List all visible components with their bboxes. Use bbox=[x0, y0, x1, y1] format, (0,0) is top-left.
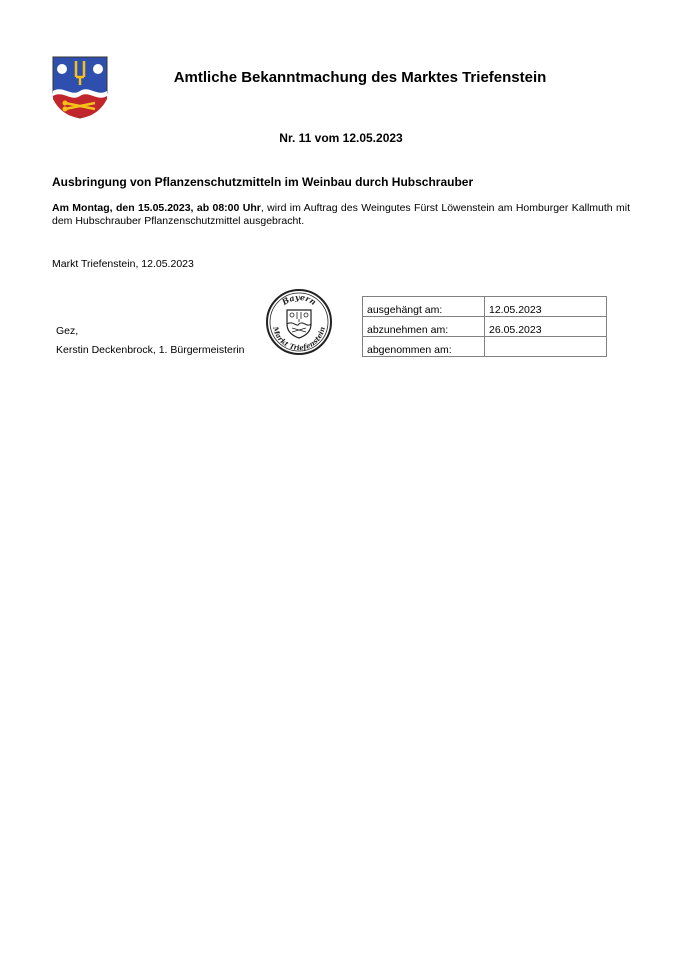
subject-heading: Ausbringung von Pflanzenschutzmitteln im Weinbau durch Hubschrauber bbox=[52, 175, 474, 189]
posting-label: ausgehängt am: bbox=[363, 297, 485, 317]
posting-value: 26.05.2023 bbox=[485, 317, 607, 337]
posting-label: abgenommen am: bbox=[363, 337, 485, 357]
signature-gez: Gez, bbox=[56, 325, 79, 337]
table-row bbox=[363, 337, 607, 357]
table-row bbox=[363, 317, 607, 337]
seal-top-text: Bayern bbox=[279, 291, 319, 308]
coat-of-arms-icon bbox=[51, 55, 109, 119]
page-title: Amtliche Bekanntmachung des Marktes Triefenstein bbox=[173, 69, 547, 86]
posting-value: 12.05.2023 bbox=[485, 297, 607, 317]
announcement-date-time: Am Montag, den 15.05.2023, ab 08:00 Uhr bbox=[52, 202, 261, 214]
issue-number: Nr. 11 vom 12.05.2023 bbox=[279, 131, 403, 145]
posting-value bbox=[485, 337, 607, 357]
posting-record-table bbox=[362, 296, 607, 357]
announcement-body bbox=[52, 202, 630, 228]
official-seal-icon bbox=[265, 288, 333, 356]
signer-name: Kerstin Deckenbrock, 1. Bürgermeisterin bbox=[56, 344, 245, 356]
place-date: Markt Triefenstein, 12.05.2023 bbox=[52, 258, 194, 270]
table-row bbox=[363, 297, 607, 317]
seal-bottom-text: Markt Triefenstein bbox=[271, 325, 327, 353]
posting-label: abzunehmen am: bbox=[363, 317, 485, 337]
announcement-text: , wird im Auftrag des Weingutes Fürst Löwenstein am Homburger Kallmuth mit dem Hubschrauber Pflanzenschutzmittel ausgebracht. bbox=[52, 202, 631, 227]
